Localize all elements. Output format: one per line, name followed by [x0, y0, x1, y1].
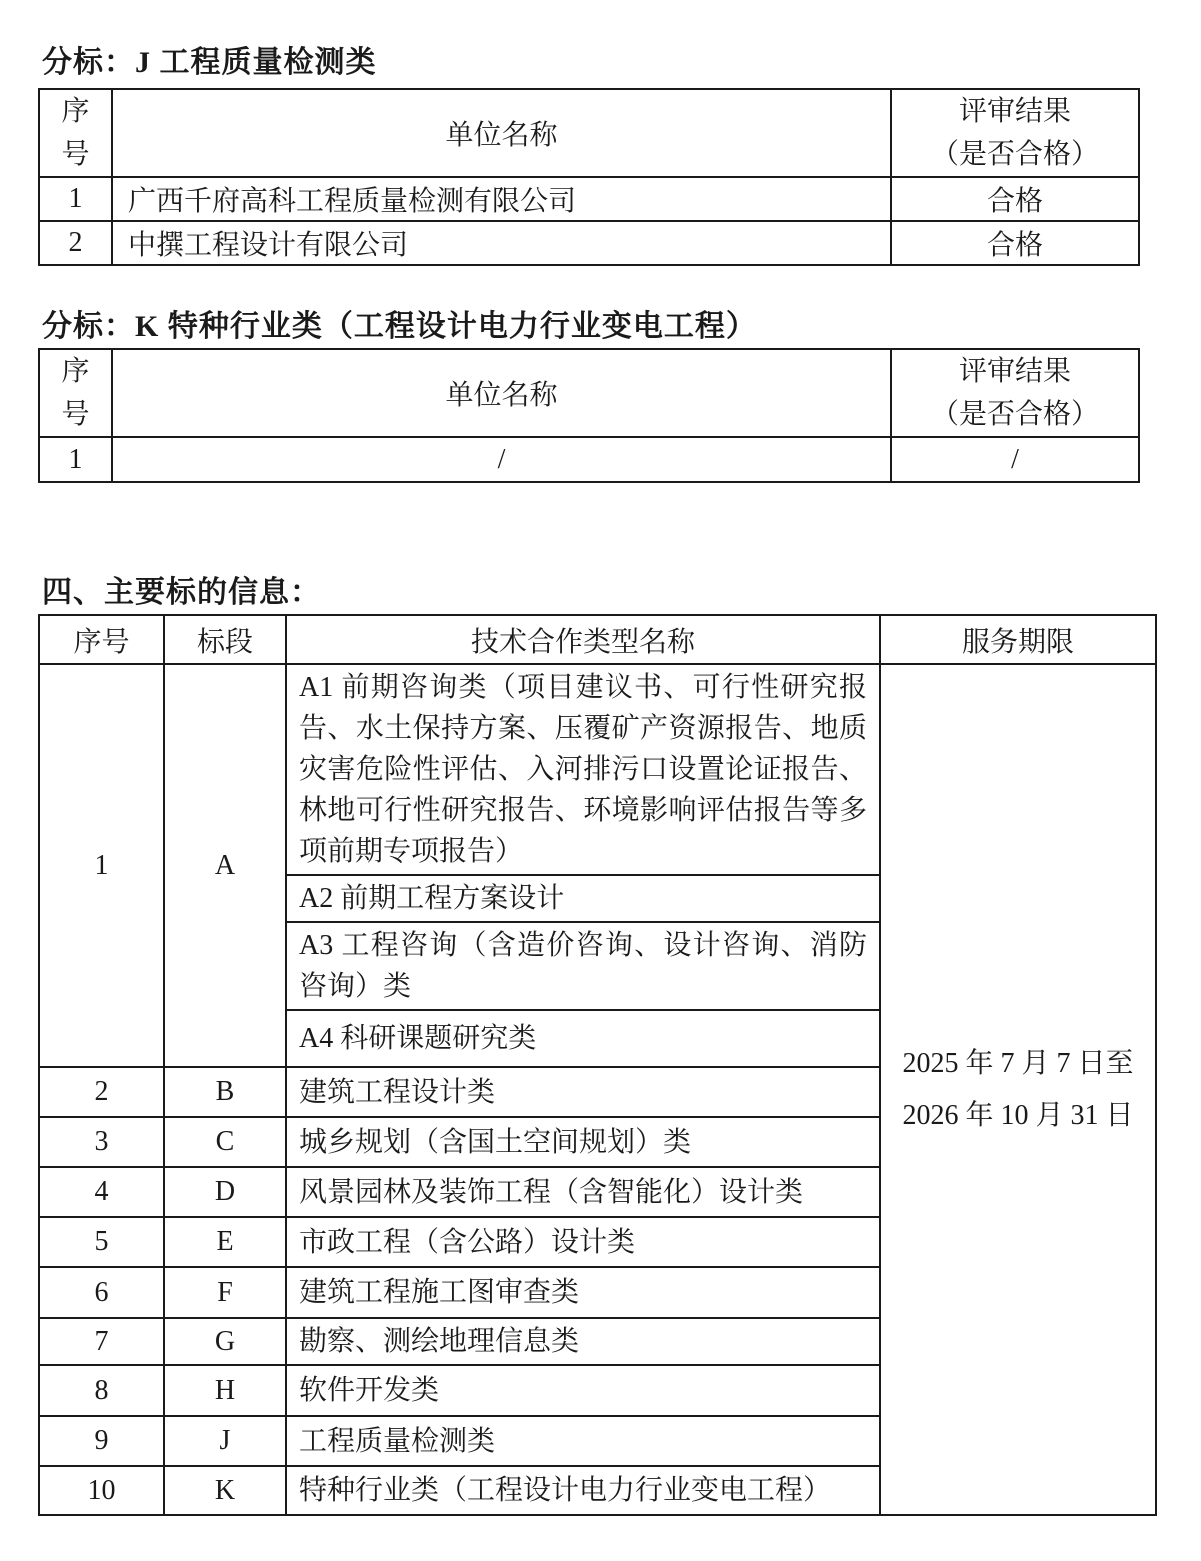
cell-no: 6 [39, 1267, 164, 1318]
cell-result: 合格 [891, 221, 1139, 265]
header-no-label: 序号 [61, 96, 90, 170]
cell-no: 8 [39, 1365, 164, 1416]
cell-lot: D [164, 1167, 286, 1217]
cell-type-a3: A3 工程咨询（含造价咨询、设计咨询、消防咨询）类 [286, 922, 880, 1010]
table-row [39, 221, 1139, 265]
header-no [39, 89, 112, 177]
cell-unit: 中撰工程设计有限公司 [112, 221, 891, 265]
cell-type: 软件开发类 [286, 1365, 880, 1416]
table-header-row [39, 615, 1156, 664]
service-period-line1: 2025 年 7 月 7 日至 [902, 1047, 1134, 1079]
header-type: 技术合作类型名称 [286, 615, 880, 664]
section-main-heading: 四、主要标的信息： [42, 576, 321, 609]
header-unit: 单位名称 [112, 89, 891, 177]
header-result-line1: 评审结果 [958, 356, 1071, 387]
cell-lot: A [164, 664, 286, 1067]
header-unit: 单位名称 [112, 349, 891, 437]
cell-type-a4: A4 科研课题研究类 [286, 1010, 880, 1067]
service-period-line2: 2026 年 10 月 31 日 [902, 1099, 1134, 1131]
cell-service-period [880, 664, 1156, 1515]
cell-type: 市政工程（含公路）设计类 [286, 1217, 880, 1267]
section-j-heading: 分标：J 工程质量检测类 [42, 46, 377, 79]
header-result [891, 349, 1139, 437]
cell-no: 2 [39, 1067, 164, 1117]
cell-type: 特种行业类（工程设计电力行业变电工程） [286, 1466, 880, 1515]
cell-no: 1 [39, 177, 112, 221]
cell-no: 4 [39, 1167, 164, 1217]
table-row-a1 [39, 664, 1156, 875]
cell-no: 9 [39, 1416, 164, 1466]
header-result-line1: 评审结果 [958, 96, 1071, 127]
table-header-row [39, 349, 1139, 437]
cell-type-a2: A2 前期工程方案设计 [286, 875, 880, 922]
header-result [891, 89, 1139, 177]
section-k-table [38, 348, 1140, 483]
cell-lot: K [164, 1466, 286, 1515]
cell-lot: E [164, 1217, 286, 1267]
header-period: 服务期限 [880, 615, 1156, 664]
table-row [39, 437, 1139, 482]
cell-type: 工程质量检测类 [286, 1416, 880, 1466]
header-result-line2: （是否合格） [930, 139, 1099, 170]
cell-type-a1: A1 前期咨询类（项目建议书、可行性研究报告、水土保持方案、压覆矿产资源报告、地质灾害危险性评估、入河排污口设置论证报告、林地可行性研究报告、环境影响评估报告等多项前期专项报告） [286, 664, 880, 875]
cell-result: / [891, 437, 1139, 482]
section-j-table [38, 88, 1140, 266]
cell-lot: H [164, 1365, 286, 1416]
section-k-heading: 分标：K 特种行业类（工程设计电力行业变电工程） [42, 310, 757, 343]
cell-no: 10 [39, 1466, 164, 1515]
header-no [39, 349, 112, 437]
table-header-row [39, 89, 1139, 177]
header-no-label: 序号 [61, 356, 90, 430]
cell-type: 城乡规划（含国土空间规划）类 [286, 1117, 880, 1167]
cell-no: 5 [39, 1217, 164, 1267]
cell-no: 1 [39, 664, 164, 1067]
cell-lot: J [164, 1416, 286, 1466]
header-lot: 标段 [164, 615, 286, 664]
main-info-table [38, 614, 1157, 1516]
cell-type: 建筑工程施工图审查类 [286, 1267, 880, 1318]
cell-no: 2 [39, 221, 112, 265]
cell-no: 3 [39, 1117, 164, 1167]
cell-lot: B [164, 1067, 286, 1117]
header-result-line2: （是否合格） [930, 399, 1099, 430]
cell-lot: C [164, 1117, 286, 1167]
header-no: 序号 [39, 615, 164, 664]
table-row [39, 177, 1139, 221]
cell-type: 勘察、测绘地理信息类 [286, 1318, 880, 1365]
cell-unit: 广西千府高科工程质量检测有限公司 [112, 177, 891, 221]
cell-lot: F [164, 1267, 286, 1318]
cell-no: 7 [39, 1318, 164, 1365]
cell-no: 1 [39, 437, 112, 482]
cell-unit: / [112, 437, 891, 482]
cell-result: 合格 [891, 177, 1139, 221]
cell-type: 建筑工程设计类 [286, 1067, 880, 1117]
cell-lot: G [164, 1318, 286, 1365]
cell-type: 风景园林及装饰工程（含智能化）设计类 [286, 1167, 880, 1217]
